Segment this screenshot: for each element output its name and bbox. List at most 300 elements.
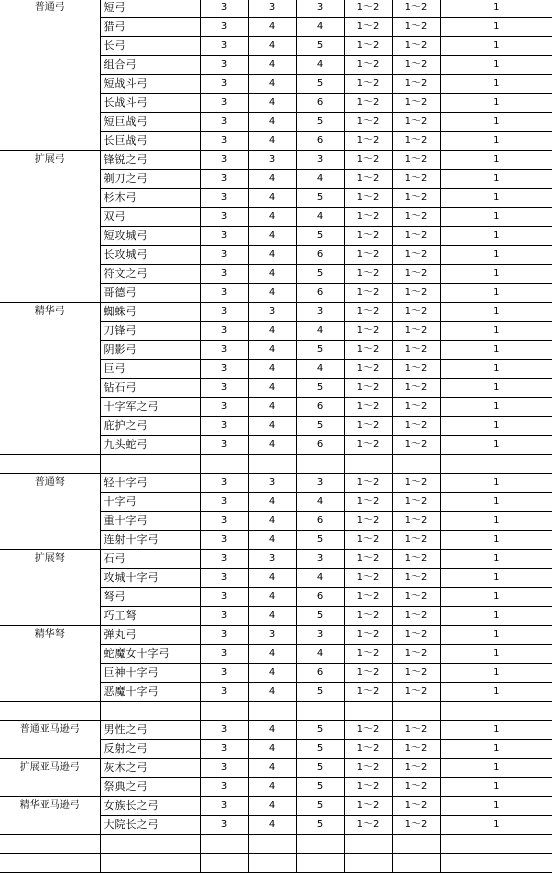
value-cell: 4 <box>248 740 296 759</box>
value-cell: 3 <box>200 759 248 778</box>
item-name-cell: 锋锐之弓 <box>100 151 200 170</box>
table-row <box>0 759 552 778</box>
item-name-cell: 长巨战弓 <box>100 132 200 151</box>
table-row <box>0 360 552 379</box>
table-row <box>0 265 552 284</box>
value-cell: 4 <box>248 759 296 778</box>
value-cell: 4 <box>248 417 296 436</box>
item-name-cell: 长弓 <box>100 37 200 56</box>
value-cell: 5 <box>296 759 344 778</box>
group-cell <box>0 645 100 664</box>
value-cell: 3 <box>200 227 248 246</box>
group-cell <box>0 322 100 341</box>
value-cell: 4 <box>296 322 344 341</box>
value-cell: 1 <box>440 246 552 265</box>
group-cell <box>0 189 100 208</box>
value-cell: 4 <box>248 816 296 835</box>
item-name-cell: 猎弓 <box>100 18 200 37</box>
value-cell: 1 <box>440 132 552 151</box>
value-cell: 1 <box>440 550 552 569</box>
value-cell: 1 <box>440 75 552 94</box>
group-cell <box>0 208 100 227</box>
value-cell: 1～2 <box>392 740 440 759</box>
value-cell: 1～2 <box>392 493 440 512</box>
value-cell: 1～2 <box>392 436 440 455</box>
value-cell: 3 <box>200 246 248 265</box>
value-cell <box>200 835 248 854</box>
value-cell: 3 <box>248 626 296 645</box>
value-cell: 1 <box>440 664 552 683</box>
group-cell <box>0 341 100 360</box>
value-cell: 1 <box>440 607 552 626</box>
value-cell: 1～2 <box>392 512 440 531</box>
value-cell: 6 <box>296 132 344 151</box>
item-name-cell: 刀锋弓 <box>100 322 200 341</box>
value-cell: 1～2 <box>344 0 392 18</box>
table-row <box>0 493 552 512</box>
value-cell: 3 <box>200 531 248 550</box>
table-row <box>0 569 552 588</box>
item-name-cell: 蜘蛛弓 <box>100 303 200 322</box>
value-cell: 3 <box>200 56 248 75</box>
value-cell: 4 <box>248 778 296 797</box>
item-name-cell <box>100 702 200 721</box>
group-cell <box>0 75 100 94</box>
table-row <box>0 588 552 607</box>
value-cell: 1 <box>440 208 552 227</box>
value-cell <box>200 854 248 873</box>
value-cell: 1 <box>440 721 552 740</box>
value-cell: 3 <box>200 322 248 341</box>
item-name-cell <box>100 835 200 854</box>
group-cell: 精华弓 <box>0 303 100 322</box>
value-cell: 3 <box>200 0 248 18</box>
value-cell: 1～2 <box>344 493 392 512</box>
value-cell: 1～2 <box>344 740 392 759</box>
value-cell: 4 <box>248 94 296 113</box>
value-cell: 3 <box>200 113 248 132</box>
value-cell: 3 <box>200 75 248 94</box>
value-cell: 1～2 <box>344 94 392 113</box>
group-cell: 扩展弓 <box>0 151 100 170</box>
value-cell: 3 <box>200 265 248 284</box>
value-cell: 4 <box>248 398 296 417</box>
value-cell: 1～2 <box>344 18 392 37</box>
value-cell: 4 <box>296 569 344 588</box>
value-cell: 1～2 <box>392 341 440 360</box>
value-cell: 4 <box>248 284 296 303</box>
value-cell: 1～2 <box>392 607 440 626</box>
table-row <box>0 398 552 417</box>
value-cell: 1 <box>440 531 552 550</box>
value-cell: 4 <box>248 360 296 379</box>
value-cell: 4 <box>248 645 296 664</box>
value-cell: 5 <box>296 683 344 702</box>
value-cell: 4 <box>248 227 296 246</box>
value-cell: 4 <box>248 588 296 607</box>
value-cell <box>440 455 552 474</box>
value-cell: 3 <box>200 284 248 303</box>
table-row <box>0 227 552 246</box>
item-name-cell: 短战斗弓 <box>100 75 200 94</box>
value-cell: 1～2 <box>344 151 392 170</box>
value-cell: 1～2 <box>344 645 392 664</box>
item-name-cell: 祭典之弓 <box>100 778 200 797</box>
value-cell: 5 <box>296 607 344 626</box>
value-cell: 4 <box>248 797 296 816</box>
value-cell: 4 <box>248 607 296 626</box>
value-cell: 4 <box>296 170 344 189</box>
value-cell: 3 <box>200 721 248 740</box>
value-cell: 1～2 <box>344 265 392 284</box>
value-cell: 4 <box>296 493 344 512</box>
table-row <box>0 531 552 550</box>
item-name-cell: 石弓 <box>100 550 200 569</box>
item-name-cell: 反射之弓 <box>100 740 200 759</box>
value-cell: 1～2 <box>392 474 440 493</box>
value-cell: 1～2 <box>392 398 440 417</box>
item-name-cell: 短攻城弓 <box>100 227 200 246</box>
value-cell: 4 <box>248 493 296 512</box>
value-cell: 5 <box>296 379 344 398</box>
value-cell: 4 <box>248 721 296 740</box>
value-cell: 1 <box>440 683 552 702</box>
table-row <box>0 303 552 322</box>
value-cell: 1～2 <box>344 607 392 626</box>
item-name-cell: 哥德弓 <box>100 284 200 303</box>
item-name-cell <box>100 455 200 474</box>
value-cell: 1 <box>440 797 552 816</box>
value-cell: 3 <box>200 797 248 816</box>
value-cell: 1～2 <box>344 569 392 588</box>
value-cell: 1～2 <box>392 797 440 816</box>
value-cell: 1～2 <box>392 132 440 151</box>
group-cell <box>0 512 100 531</box>
value-cell: 4 <box>248 512 296 531</box>
value-cell: 1 <box>440 493 552 512</box>
group-cell <box>0 493 100 512</box>
value-cell: 6 <box>296 398 344 417</box>
item-name-cell: 男性之弓 <box>100 721 200 740</box>
group-cell <box>0 607 100 626</box>
item-name-cell: 杉木弓 <box>100 189 200 208</box>
value-cell: 3 <box>200 664 248 683</box>
item-name-cell: 剃刀之弓 <box>100 170 200 189</box>
table-row <box>0 455 552 474</box>
value-cell <box>344 835 392 854</box>
table-row <box>0 322 552 341</box>
value-cell: 1～2 <box>344 759 392 778</box>
value-cell: 4 <box>248 18 296 37</box>
item-name-cell: 九头蛇弓 <box>100 436 200 455</box>
value-cell: 3 <box>200 683 248 702</box>
item-name-cell: 庇护之弓 <box>100 417 200 436</box>
group-cell <box>0 284 100 303</box>
table-row <box>0 56 552 75</box>
value-cell <box>344 455 392 474</box>
value-cell: 1～2 <box>392 284 440 303</box>
value-cell: 3 <box>296 626 344 645</box>
value-cell: 4 <box>248 379 296 398</box>
table-row <box>0 151 552 170</box>
value-cell: 1 <box>440 56 552 75</box>
table-row <box>0 778 552 797</box>
value-cell: 1～2 <box>344 797 392 816</box>
value-cell: 3 <box>200 778 248 797</box>
group-cell <box>0 683 100 702</box>
value-cell: 3 <box>200 588 248 607</box>
value-cell: 1～2 <box>392 778 440 797</box>
value-cell: 1 <box>440 512 552 531</box>
group-cell <box>0 227 100 246</box>
value-cell: 5 <box>296 75 344 94</box>
value-cell: 5 <box>296 778 344 797</box>
value-cell: 1 <box>440 588 552 607</box>
value-cell <box>392 455 440 474</box>
table-row <box>0 797 552 816</box>
value-cell <box>392 702 440 721</box>
group-cell <box>0 37 100 56</box>
value-cell: 1～2 <box>392 37 440 56</box>
group-cell: 扩展弩 <box>0 550 100 569</box>
value-cell: 6 <box>296 664 344 683</box>
table-row <box>0 740 552 759</box>
table-row <box>0 626 552 645</box>
group-cell <box>0 417 100 436</box>
value-cell: 1～2 <box>344 113 392 132</box>
item-name-cell: 组合弓 <box>100 56 200 75</box>
value-cell: 1～2 <box>392 664 440 683</box>
value-cell <box>392 835 440 854</box>
item-name-cell: 灰木之弓 <box>100 759 200 778</box>
value-cell <box>440 854 552 873</box>
value-cell: 1～2 <box>392 265 440 284</box>
value-cell: 1～2 <box>344 189 392 208</box>
group-cell: 精华弩 <box>0 626 100 645</box>
item-name-cell: 连射十字弓 <box>100 531 200 550</box>
value-cell: 1 <box>440 151 552 170</box>
value-cell: 4 <box>248 569 296 588</box>
table-row <box>0 816 552 835</box>
value-cell <box>440 835 552 854</box>
item-name-cell <box>100 854 200 873</box>
item-name-cell: 恶魔十字弓 <box>100 683 200 702</box>
value-cell: 4 <box>296 56 344 75</box>
group-cell <box>0 702 100 721</box>
value-cell: 4 <box>248 208 296 227</box>
table-row <box>0 664 552 683</box>
value-cell: 6 <box>296 436 344 455</box>
item-name-cell: 长战斗弓 <box>100 94 200 113</box>
group-cell <box>0 132 100 151</box>
value-cell: 6 <box>296 588 344 607</box>
value-cell: 1～2 <box>392 531 440 550</box>
value-cell: 1～2 <box>344 132 392 151</box>
table-row <box>0 417 552 436</box>
value-cell: 5 <box>296 189 344 208</box>
item-name-cell: 弩弓 <box>100 588 200 607</box>
table-row <box>0 113 552 132</box>
value-cell: 4 <box>296 645 344 664</box>
table-row <box>0 645 552 664</box>
value-cell: 1～2 <box>344 303 392 322</box>
value-cell: 1～2 <box>392 569 440 588</box>
value-cell: 3 <box>200 436 248 455</box>
table-row <box>0 37 552 56</box>
value-cell: 5 <box>296 797 344 816</box>
group-cell <box>0 588 100 607</box>
group-cell <box>0 531 100 550</box>
value-cell: 4 <box>248 531 296 550</box>
table-row <box>0 208 552 227</box>
value-cell: 1～2 <box>344 436 392 455</box>
value-cell: 1～2 <box>344 417 392 436</box>
value-cell: 1～2 <box>344 664 392 683</box>
group-cell <box>0 56 100 75</box>
table-row <box>0 246 552 265</box>
value-cell <box>200 702 248 721</box>
group-cell: 精华亚马逊弓 <box>0 797 100 816</box>
group-cell <box>0 778 100 797</box>
table-row <box>0 854 552 873</box>
value-cell <box>248 702 296 721</box>
table-row <box>0 607 552 626</box>
value-cell: 1 <box>440 759 552 778</box>
group-cell <box>0 455 100 474</box>
value-cell: 1～2 <box>344 626 392 645</box>
value-cell <box>344 854 392 873</box>
value-cell: 3 <box>200 645 248 664</box>
value-cell: 5 <box>296 37 344 56</box>
value-cell: 1 <box>440 37 552 56</box>
value-cell: 3 <box>296 303 344 322</box>
value-cell: 4 <box>248 189 296 208</box>
item-name-cell: 钻石弓 <box>100 379 200 398</box>
value-cell: 1～2 <box>392 56 440 75</box>
value-cell: 3 <box>248 0 296 18</box>
value-cell: 3 <box>200 379 248 398</box>
table-row <box>0 683 552 702</box>
value-cell: 5 <box>296 265 344 284</box>
group-cell <box>0 436 100 455</box>
value-cell: 1～2 <box>392 303 440 322</box>
value-cell: 1 <box>440 740 552 759</box>
value-cell: 5 <box>296 740 344 759</box>
item-name-cell: 轻十字弓 <box>100 474 200 493</box>
value-cell: 4 <box>248 56 296 75</box>
table-row <box>0 170 552 189</box>
value-cell <box>200 455 248 474</box>
item-name-cell: 双弓 <box>100 208 200 227</box>
group-cell: 普通弓 <box>0 0 100 18</box>
value-cell: 4 <box>248 75 296 94</box>
value-cell <box>296 702 344 721</box>
value-cell: 1 <box>440 569 552 588</box>
value-cell: 1～2 <box>392 550 440 569</box>
value-cell: 4 <box>248 265 296 284</box>
value-cell: 3 <box>200 18 248 37</box>
value-cell: 3 <box>200 170 248 189</box>
item-name-cell: 弹丸弓 <box>100 626 200 645</box>
item-name-cell: 蛇魔女十字弓 <box>100 645 200 664</box>
group-cell <box>0 398 100 417</box>
value-cell: 3 <box>200 569 248 588</box>
item-name-cell: 女族长之弓 <box>100 797 200 816</box>
value-cell: 1～2 <box>392 94 440 113</box>
table-row <box>0 512 552 531</box>
value-cell: 3 <box>200 303 248 322</box>
value-cell <box>248 854 296 873</box>
group-cell <box>0 360 100 379</box>
value-cell: 1～2 <box>344 398 392 417</box>
group-cell <box>0 740 100 759</box>
value-cell: 1 <box>440 379 552 398</box>
value-cell: 5 <box>296 341 344 360</box>
value-cell <box>392 854 440 873</box>
value-cell: 1～2 <box>344 322 392 341</box>
value-cell: 3 <box>200 740 248 759</box>
value-cell: 1～2 <box>344 778 392 797</box>
value-cell: 4 <box>296 18 344 37</box>
value-cell: 1～2 <box>344 208 392 227</box>
value-cell: 1 <box>440 189 552 208</box>
value-cell: 1～2 <box>344 170 392 189</box>
item-name-cell: 大院长之弓 <box>100 816 200 835</box>
value-cell: 1～2 <box>392 170 440 189</box>
value-cell <box>440 702 552 721</box>
group-cell <box>0 854 100 873</box>
value-cell: 3 <box>200 398 248 417</box>
value-cell: 3 <box>296 550 344 569</box>
value-cell <box>344 702 392 721</box>
value-cell: 1 <box>440 360 552 379</box>
value-cell: 4 <box>248 170 296 189</box>
value-cell: 1 <box>440 417 552 436</box>
value-cell: 3 <box>200 132 248 151</box>
value-cell: 1～2 <box>392 18 440 37</box>
value-cell: 1～2 <box>344 360 392 379</box>
value-cell: 4 <box>248 113 296 132</box>
value-cell: 3 <box>200 816 248 835</box>
item-name-cell: 阴影弓 <box>100 341 200 360</box>
value-cell: 1～2 <box>392 246 440 265</box>
item-name-cell: 重十字弓 <box>100 512 200 531</box>
value-cell: 4 <box>248 341 296 360</box>
value-cell: 1～2 <box>392 645 440 664</box>
value-cell: 3 <box>200 360 248 379</box>
item-name-cell: 短巨战弓 <box>100 113 200 132</box>
table-row <box>0 0 552 18</box>
value-cell: 1 <box>440 265 552 284</box>
value-cell: 3 <box>296 151 344 170</box>
value-cell: 1～2 <box>392 417 440 436</box>
value-cell <box>296 455 344 474</box>
value-cell: 3 <box>200 512 248 531</box>
table-row <box>0 550 552 569</box>
value-cell: 1 <box>440 341 552 360</box>
value-cell: 4 <box>296 208 344 227</box>
value-cell: 3 <box>200 208 248 227</box>
value-cell: 1～2 <box>344 588 392 607</box>
value-cell: 1 <box>440 0 552 18</box>
value-cell: 1 <box>440 113 552 132</box>
value-cell: 1 <box>440 322 552 341</box>
value-cell: 6 <box>296 512 344 531</box>
group-cell <box>0 113 100 132</box>
value-cell: 1 <box>440 398 552 417</box>
value-cell: 1～2 <box>344 379 392 398</box>
value-cell: 3 <box>248 474 296 493</box>
